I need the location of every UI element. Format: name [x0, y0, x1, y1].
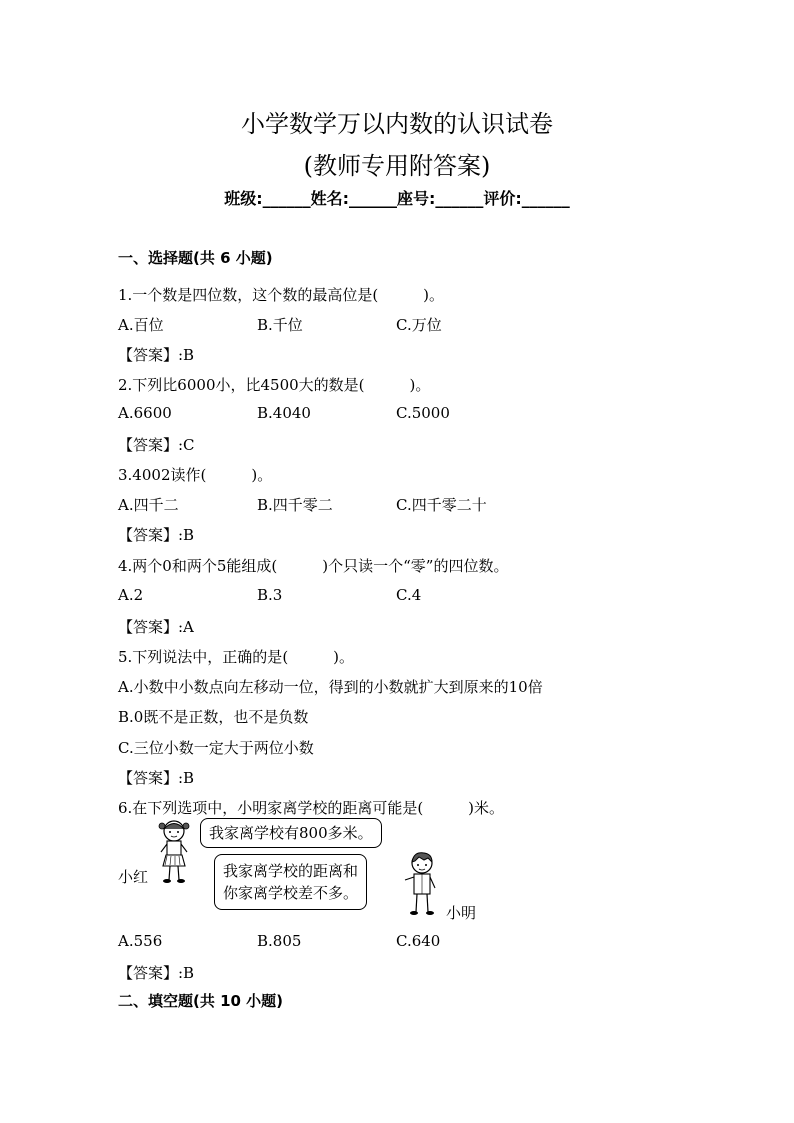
option-a: A.6600 — [118, 404, 172, 422]
question-text: 3.4002读作( )。 — [118, 466, 273, 484]
answer-line: 【答案】:C — [118, 436, 195, 454]
option-a: A.2 — [118, 586, 144, 604]
question-text: 5.下列说法中，正确的是( )。 — [118, 648, 355, 666]
answer-line: 【答案】:B — [118, 964, 195, 982]
page-title: 小学数学万以内数的认识试卷 — [241, 110, 553, 138]
boy-name: 小明 — [446, 904, 477, 922]
page-subtitle: (教师专用附答案) — [303, 152, 491, 180]
question-text: 2.下列比6000小，比4500大的数是( )。 — [118, 376, 431, 394]
illustration — [110, 816, 510, 926]
student-info-line: 班级:______姓名:______座号:______评价:______ — [224, 189, 570, 208]
boy-speech-bubble — [214, 854, 367, 910]
option-a: A.百位 — [118, 316, 164, 334]
girl-name: 小红 — [118, 868, 149, 886]
option-c: C.四千零二十 — [396, 496, 487, 514]
boy-figure — [402, 850, 442, 922]
boy-speech-line2: 你家离学校差不多。 — [223, 884, 359, 902]
option-b: B.0既不是正数，也不是负数 — [118, 708, 309, 726]
option-c: C.640 — [396, 932, 441, 950]
option-b: B.千位 — [257, 316, 303, 334]
option-c: C.4 — [396, 586, 422, 604]
option-c: C.三位小数一定大于两位小数 — [118, 739, 314, 757]
option-a: A.556 — [118, 932, 163, 950]
girl-figure — [154, 818, 194, 888]
answer-line: 【答案】:B — [118, 769, 195, 787]
option-c: C.万位 — [396, 316, 442, 334]
option-b: B.3 — [257, 586, 283, 604]
question-text: 4.两个0和两个5能组成( )个只读一个“零”的四位数。 — [118, 557, 509, 575]
girl-speech: 我家离学校有800多米。 — [209, 824, 373, 842]
option-a: A.小数中小数点向左移动一位，得到的小数就扩大到原来的10倍 — [118, 678, 543, 696]
boy-speech-line1: 我家离学校的距离和 — [223, 862, 359, 880]
answer-line: 【答案】:B — [118, 526, 195, 544]
section-title-choice: 一、选择题(共 6 小题) — [118, 249, 273, 267]
option-b: B.4040 — [257, 404, 311, 422]
girl-speech-bubble — [200, 818, 382, 848]
answer-line: 【答案】:A — [118, 618, 194, 636]
section-title-fill: 二、填空题(共 10 小题) — [118, 992, 284, 1010]
question-text: 1.一个数是四位数，这个数的最高位是( )。 — [118, 286, 445, 304]
option-b: B.805 — [257, 932, 302, 950]
option-c: C.5000 — [396, 404, 450, 422]
option-a: A.四千二 — [118, 496, 179, 514]
answer-line: 【答案】:B — [118, 346, 195, 364]
option-b: B.四千零二 — [257, 496, 333, 514]
question-text: 6.在下列选项中，小明家离学校的距离可能是( )米。 — [118, 799, 505, 817]
